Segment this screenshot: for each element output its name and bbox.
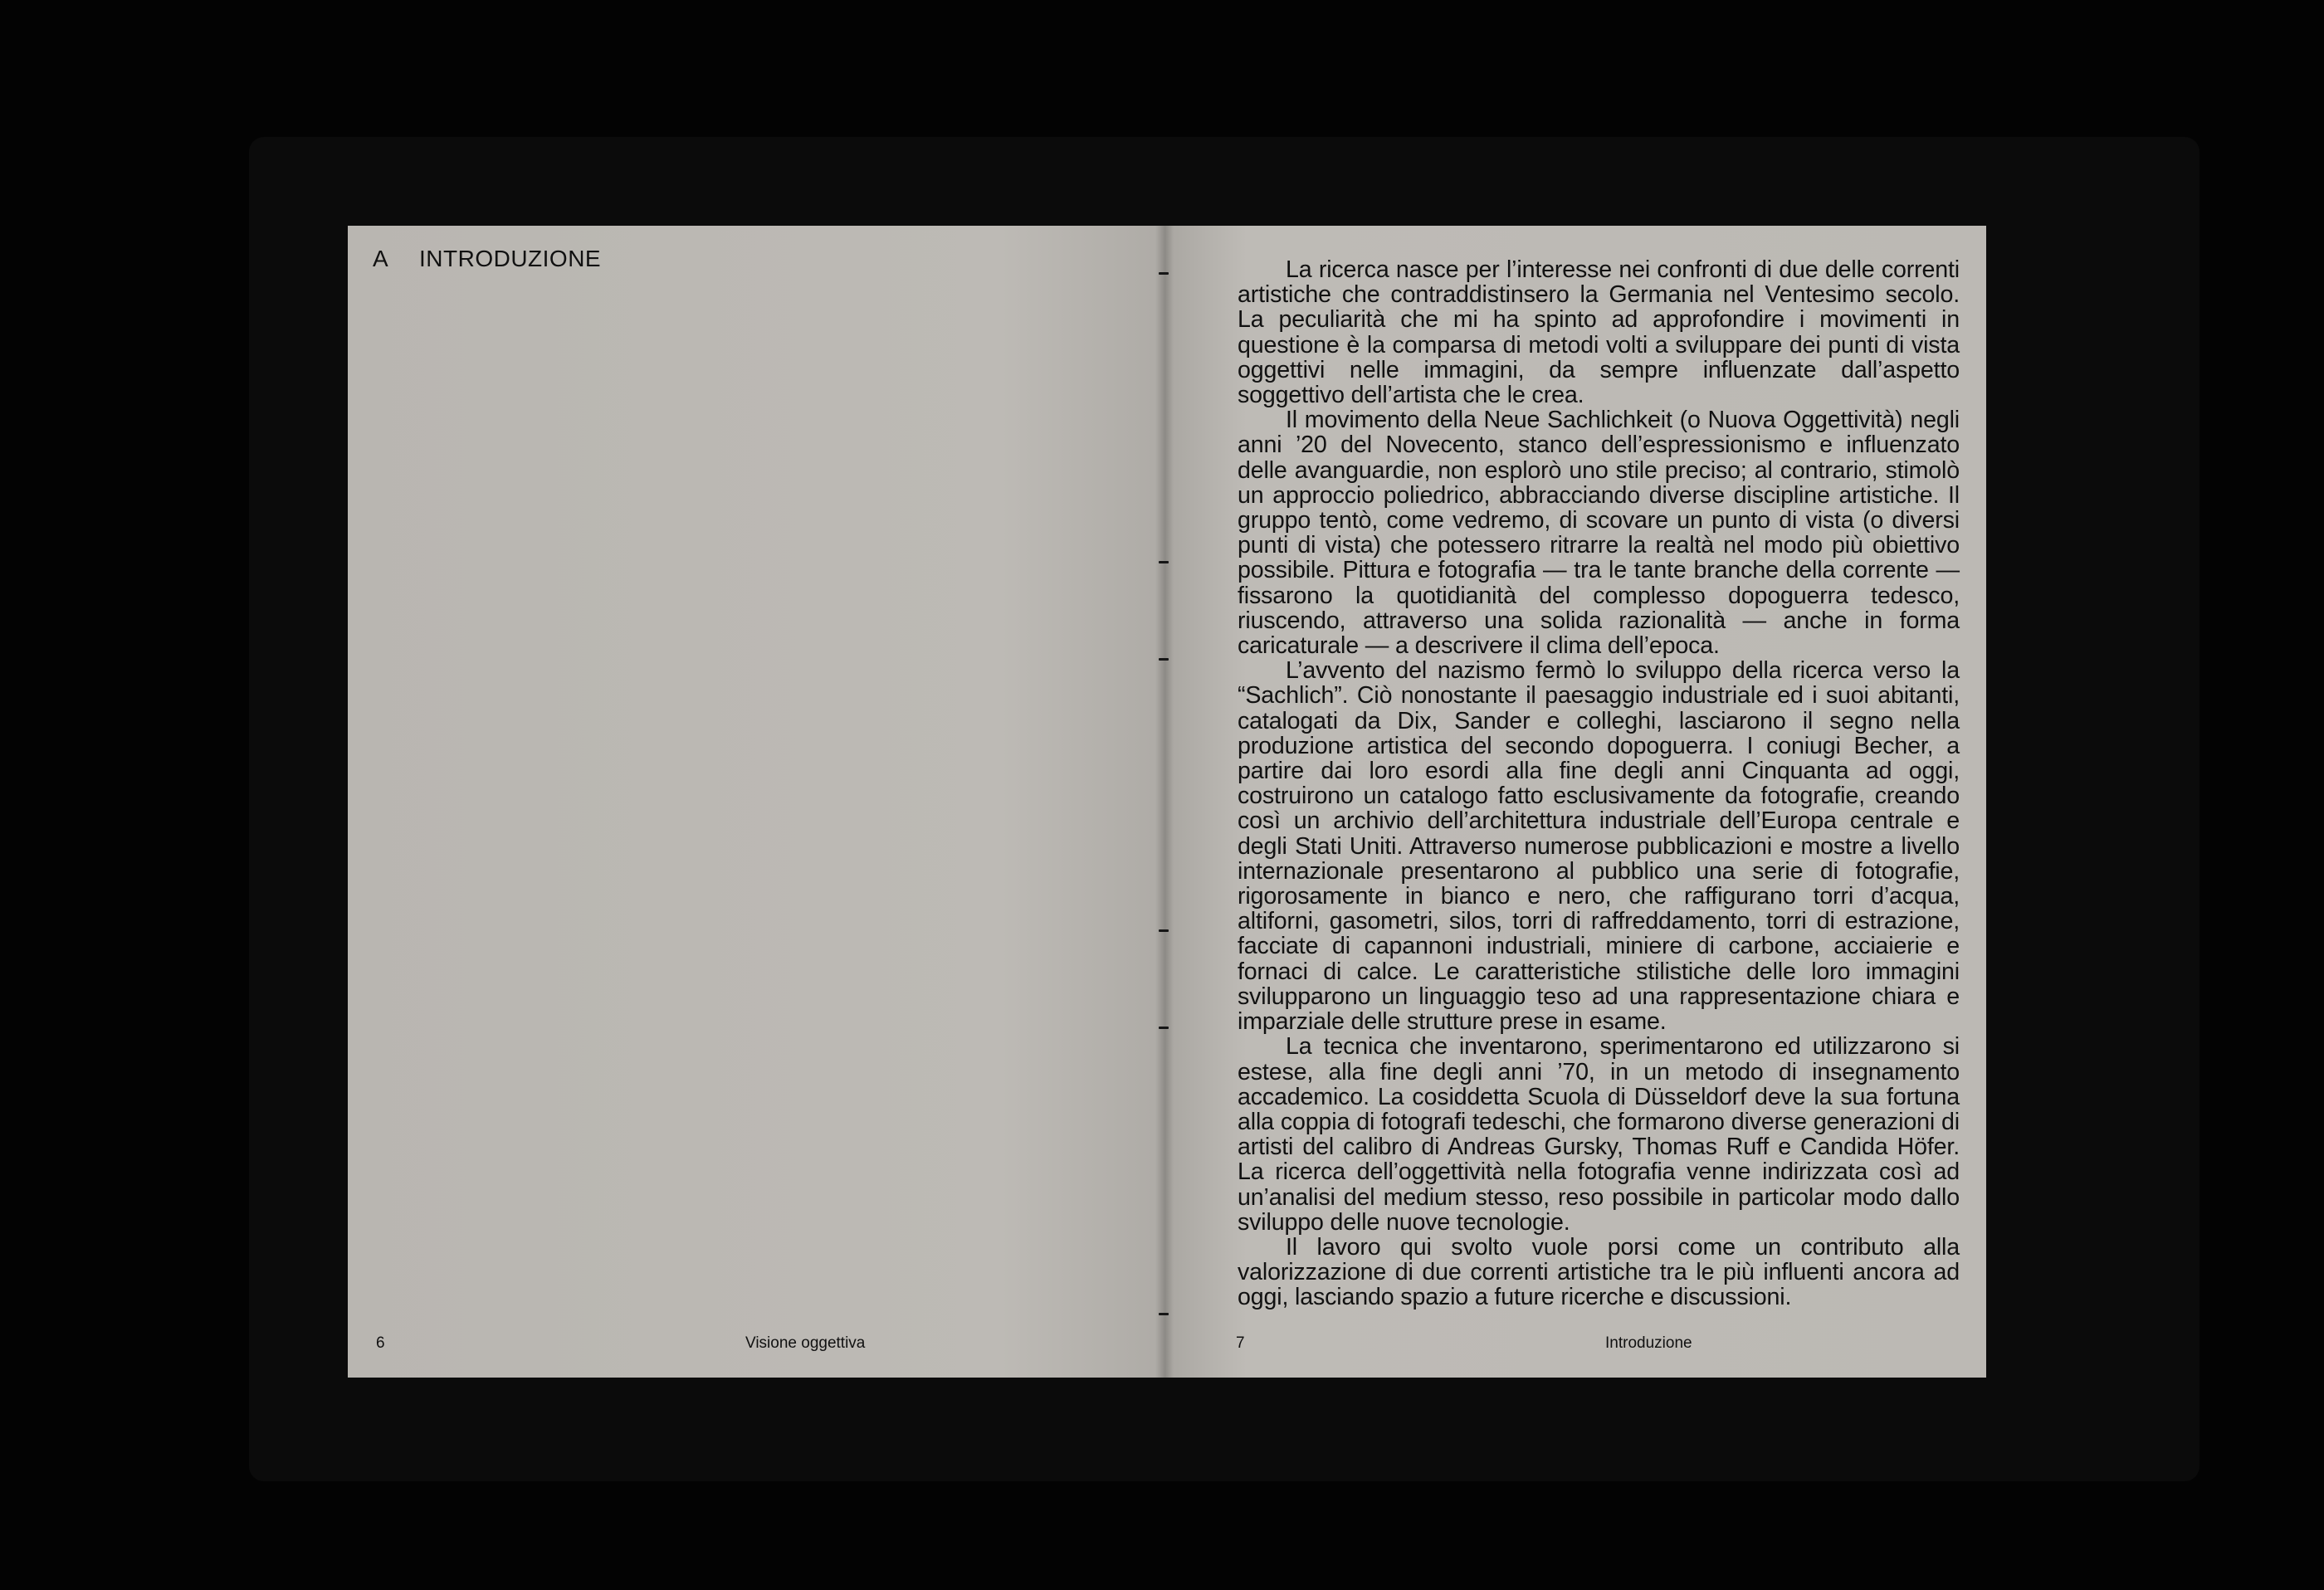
paragraph-4: La tecnica che inventarono, sperimentarono ed utilizzarono si estese, alla fine degli anni ’70, in un metodo di insegnamento accademico. La cosiddetta Scuola di Düsseldorf deve la sua fortuna alla coppia di fotografi tedeschi, che formarono diverse generazioni di artisti del calibro di Andreas Gursky, Thomas Ruff e Candida Höfer. La ricerca dell’oggettività nella fotografia venne indirizzata così ad un’analisi del medium stesso, reso possibile in particolar modo dallo sviluppo delle nuove tecnologie. — [1238, 1033, 1960, 1236]
paragraph-3: L’avvento del nazismo fermò lo sviluppo della ricerca verso la “Sachlich”. Ciò nonostante il paesaggio industriale ed i suoi abitanti, catalogati da Dix, Sander e colleghi, lasciarono il segno nella produzione artistica del secondo dopoguerra. I coniugi Becher, a partire dai loro esordi alla fine degli anni Cinquanta ad oggi, costruirono un catalogo fatto esclusivamente da fotografie, creando così un archivio dell’architettura industriale dell’Europa centrale e degli Stati Uniti. Attraverso numerose pubblicazioni e mostre a livello internazionale presentarono al pubblico una serie di fotografie, rigorosamente in bianco e nero, che raffigurano torri d’acqua, altiforni, gasometri, silos, torri di raffreddamento, torri di estrazione, facciate di capannoni industriali, miniere di carbone, acciaierie e fornaci di calce. Le caratteristiche stilistiche delle loro immagini svilupparono un linguaggio teso ad una rappresentazione chiara e imparziale delle strutture prese in esame. — [1238, 657, 1960, 1036]
right-running-title: Introduzione — [1605, 1334, 1692, 1352]
right-page-number: 7 — [1236, 1334, 1245, 1352]
binding-stitch — [1159, 658, 1169, 661]
chapter-title: INTRODUZIONE — [419, 246, 602, 271]
left-page-number: 6 — [376, 1334, 385, 1352]
chapter-letter: A — [373, 246, 389, 271]
paragraph-1: La ricerca nasce per l’interesse nei confronti di due delle correnti artistiche che contraddistinsero la Germania nel Ventesimo secolo. La peculiarità che mi ha spinto ad approfondire i movimenti in questione è la comparsa di metodi volti a sviluppare dei punti di vista oggettivi nelle immagini, da sempre influenzate dall’aspetto soggettivo dell’artista che le crea. — [1238, 256, 1960, 409]
binding-stitch — [1159, 1313, 1169, 1315]
right-page — [1164, 226, 1986, 1378]
paragraph-5: Il lavoro qui svolto vuole porsi come un contributo alla valorizzazione di due correnti artistiche tra le più influenti ancora ad oggi, lasciando spazio a future ricerche e discussioni. — [1238, 1233, 1960, 1311]
binding-stitch — [1159, 1027, 1169, 1029]
body-text — [1238, 257, 1960, 1310]
binding-stitch — [1159, 272, 1169, 275]
book-gutter — [1155, 226, 1174, 1378]
binding-stitch — [1159, 561, 1169, 563]
binding-stitch — [1159, 929, 1169, 932]
left-running-title: Visione oggettiva — [745, 1334, 866, 1352]
left-page — [348, 226, 1164, 1378]
paragraph-2: Il movimento della Neue Sachlichkeit (o Nuova Oggettività) negli anni ’20 del Novecento, stanco dell’espressionismo e influenzato delle avanguardie, non esplorò uno stile preciso; al contrario, stimolò un approccio poliedrico, abbracciando diverse discipline artistiche. Il gruppo tentò, come vedremo, di scovare un punto di vista (o diversi punti di vista) che potessero ritrarre la realtà nel modo più obiettivo possibile. Pittura e fotografia — tra le tante branche della corrente — fissarono la quotidianità del complesso dopoguerra tedesco, riuscendo, attraverso una solida razionalità — anche in forma caricaturale — a descrivere il clima dell’epoca. — [1238, 407, 1960, 660]
